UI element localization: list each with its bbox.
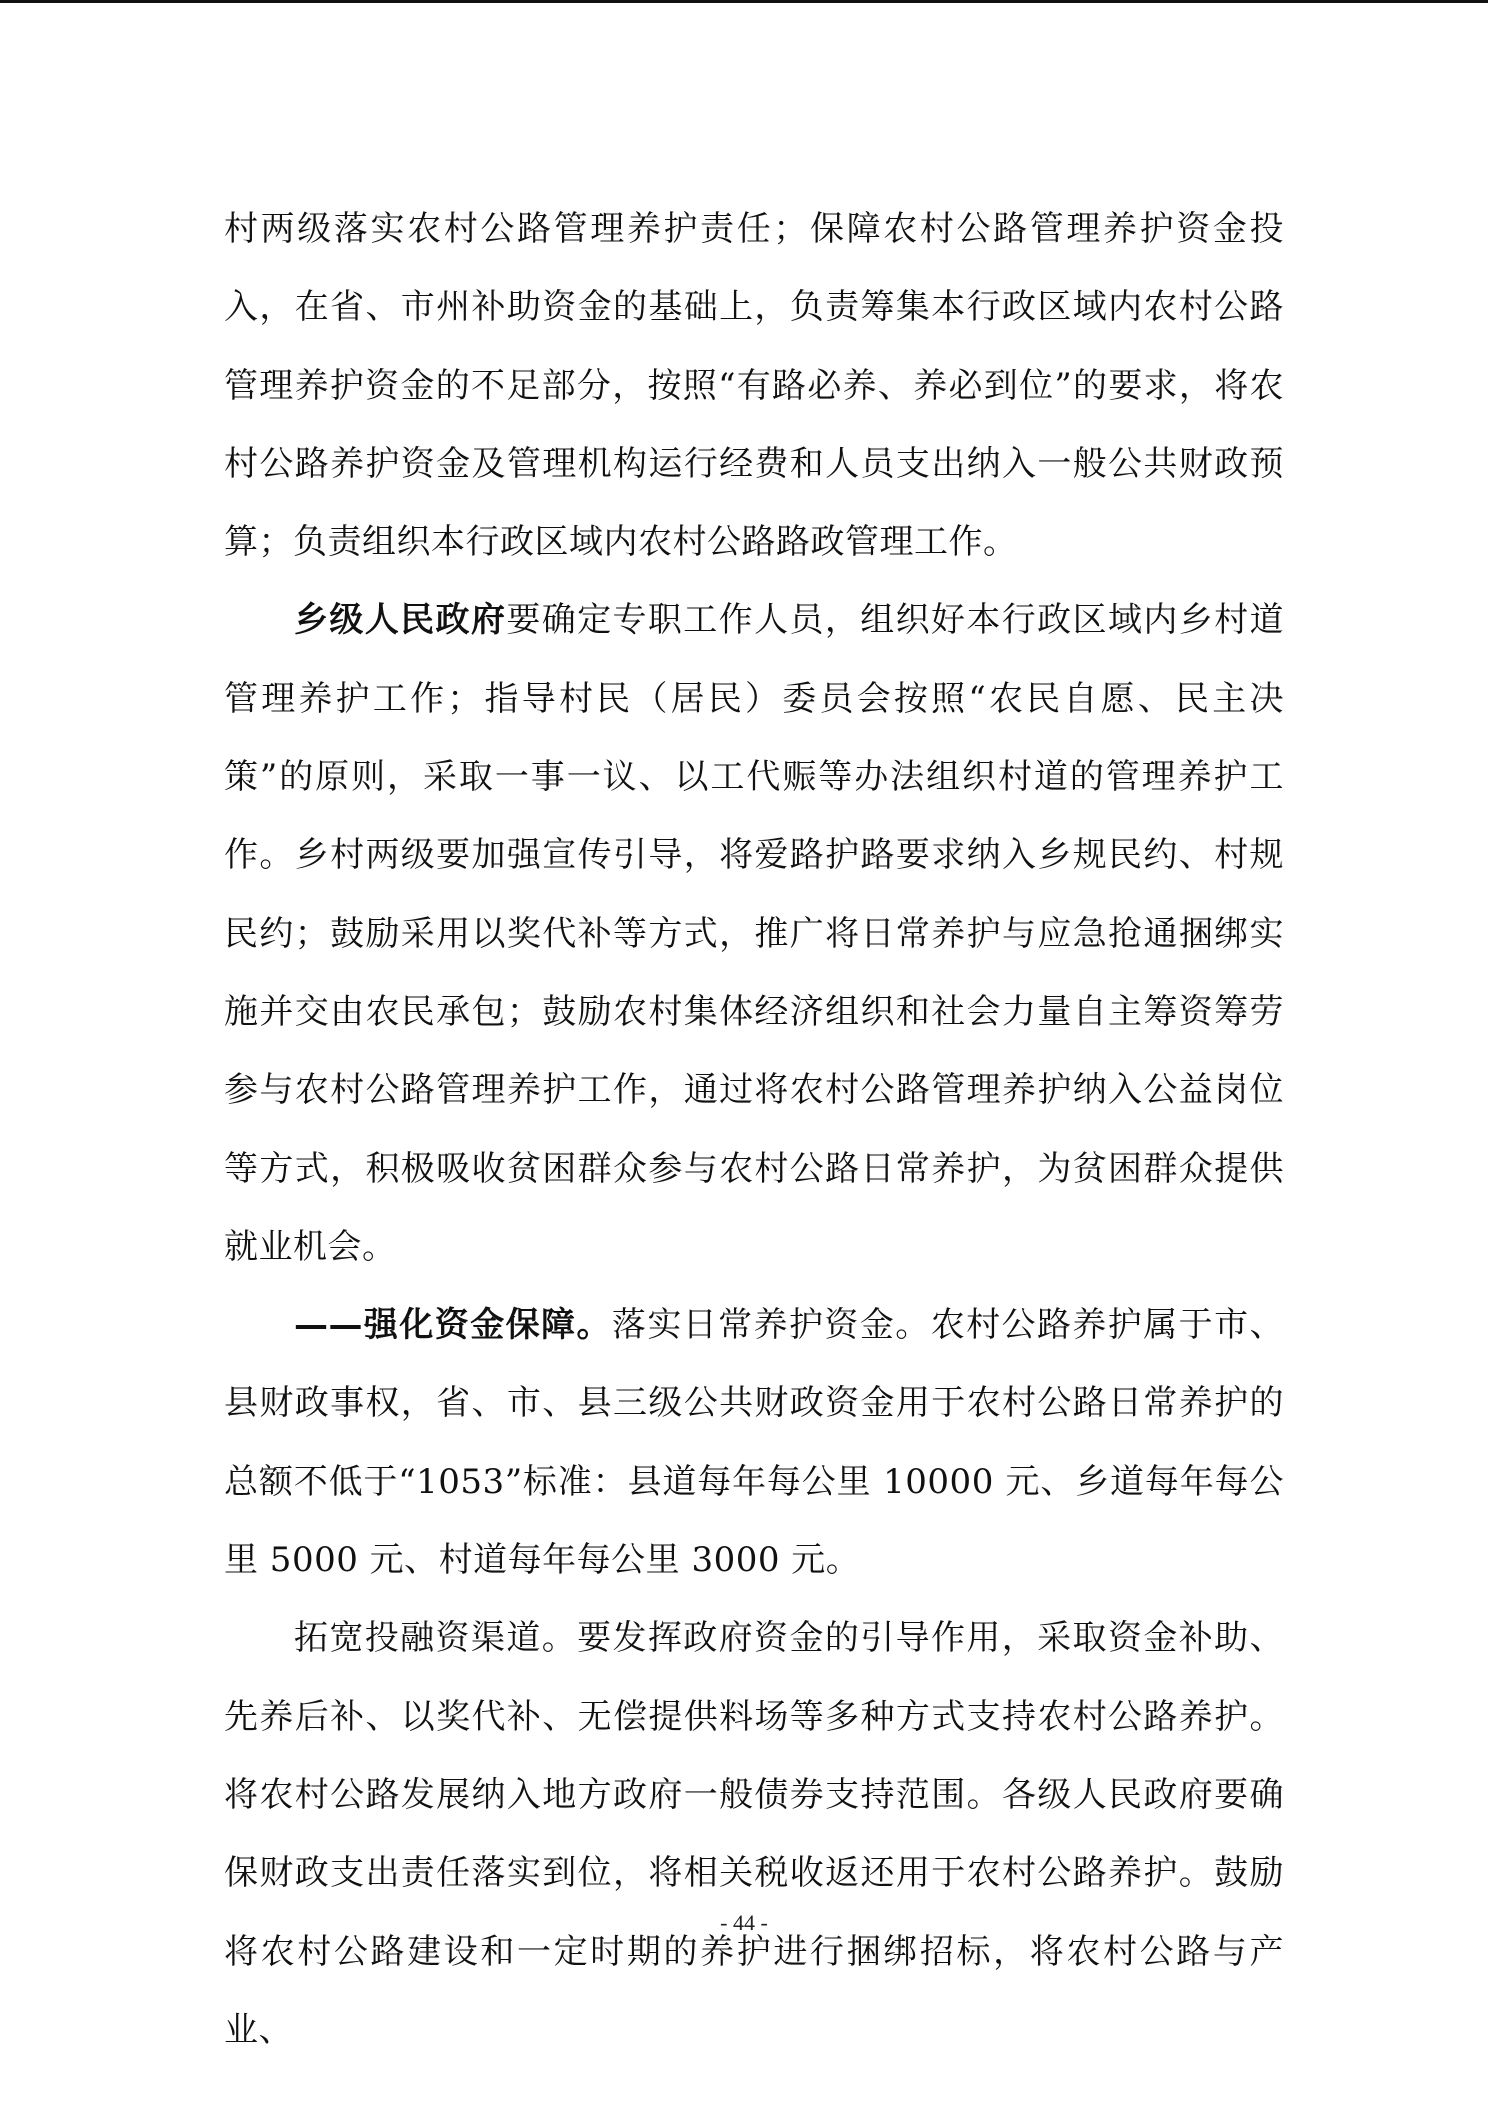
paragraph-text: 村两级落实农村公路管理养护责任；保障农村公路管理养护资金投入，在省、市州补助资金的基础上，负责筹集本行政区域内农村公路管理养护资金的不足部分，按照“有路必养、养必到位”的要求，将农村公路养护资金及管理机构运行经费和人员支出纳入一般公共财政预算；负责组织本行政区域内农村公路路政管理工作。 — [224, 209, 1284, 563]
paragraph-text: 落实日常养护资金。农村公路养护属于市、县财政事权，省、市、县三级公共财政资金用于农村公路日常养护的总额不低于“1053”标准：县道每年每公里 10000 元、乡道每年每公里 5000 元、村道每年每公里 3000 元。 — [224, 1305, 1285, 1581]
page-number: - 44 - — [720, 1910, 768, 1935]
paragraph-lead-bold: ——强化资金保障。 — [294, 1305, 612, 1346]
paragraph-financing-channels — [224, 1599, 1284, 2069]
page-top-border — [0, 0, 1488, 3]
paragraph-lead-bold: 乡级人民政府 — [294, 600, 507, 641]
paragraph-text: 要确定专职工作人员，组织好本行政区域内乡村道管理养护工作；指导村民（居民）委员会按照“农民自愿、民主决策”的原则，采取一事一议、以工代赈等办法组织村道的管理养护工作。乡村两级要加强宣传引导，将爱路护路要求纳入乡规民约、村规民约；鼓励采用以奖代补等方式，推广将日常养护与应急抢通捆绑实施并交由农民承包；鼓励农村集体经济组织和社会力量自主筹资筹劳参与农村公路管理养护工作，通过将农村公路管理养护纳入公益岗位等方式，积极吸收贫困群众参与农村公路日常养护，为贫困群众提供就业机会。 — [224, 600, 1285, 1267]
paragraph-funding-guarantee — [224, 1286, 1284, 1599]
paragraph-township-government — [224, 581, 1284, 1286]
paragraph-continuation — [224, 190, 1284, 581]
document-body — [224, 190, 1284, 2069]
paragraph-text: 拓宽投融资渠道。要发挥政府资金的引导作用，采取资金补助、先养后补、以奖代补、无偿提供料场等多种方式支持农村公路养护。将农村公路发展纳入地方政府一般债券支持范围。各级人民政府要确保财政支出责任落实到位，将相关税收返还用于农村公路养护。鼓励将农村公路建设和一定时期的养护进行捆绑招标，将农村公路与产业、 — [224, 1618, 1284, 2050]
